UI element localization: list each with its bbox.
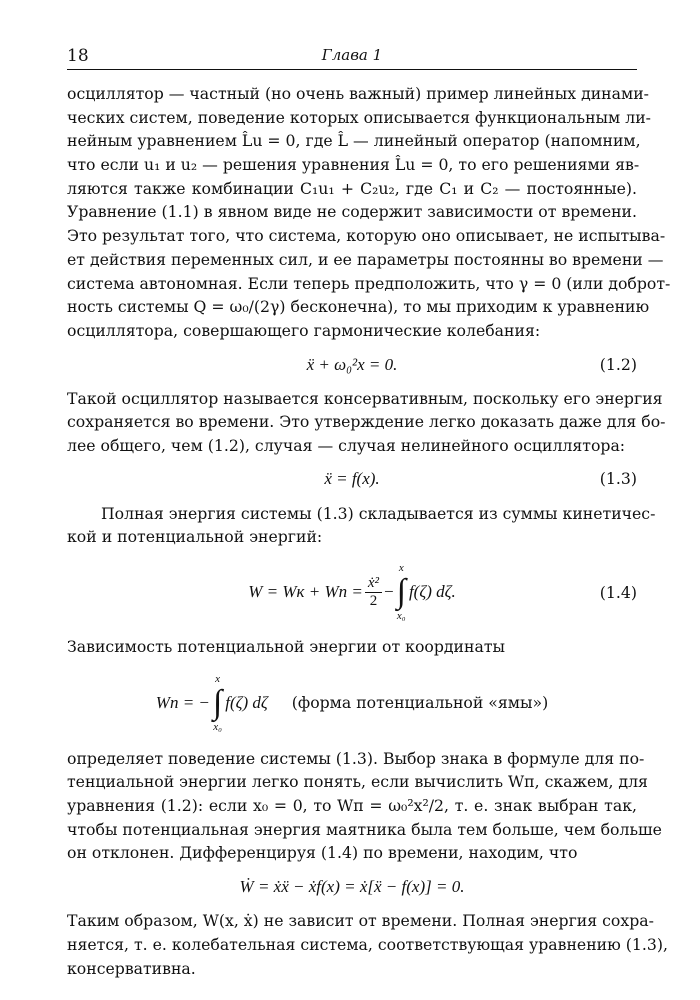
equation-label: (1.2) xyxy=(599,355,637,375)
text-line: ческих систем, поведение которых описывается функциональным ли- xyxy=(67,107,651,127)
integral-sign: ∫ xyxy=(212,683,223,721)
equation-1-4 xyxy=(67,549,637,635)
equation-lhs: Wп = − xyxy=(155,692,210,712)
equation-derivative xyxy=(67,865,637,909)
integral-lower-limit: x₀ xyxy=(396,610,406,622)
text-line: чтобы потенциальная энергия маятника была тем больше, чем больше xyxy=(67,819,662,839)
equation-potential xyxy=(67,659,637,747)
text-line: определяет поведение системы (1.3). Выбор знака в формуле для по- xyxy=(67,748,645,768)
text-line: нейным уравнением L̂u = 0, где L̂ — линейный оператор (напомним, xyxy=(67,131,641,151)
paragraph xyxy=(67,909,668,980)
text-line: тенциальной энергии легко понять, если вычислить Wп, скажем, для xyxy=(67,772,648,792)
integral-sign: ∫ xyxy=(396,573,406,610)
integral xyxy=(213,673,222,733)
equation-1-2 xyxy=(67,343,637,387)
text-line: няется, т. е. колебательная система, соответствующая уравнению (1.3), xyxy=(67,934,668,954)
text-line: Полная энергия системы (1.3) складывается из суммы кинетичес- xyxy=(101,503,656,523)
text-line: лее общего, чем (1.2), случая — случая нелинейного осциллятора: xyxy=(67,435,626,455)
equation-expression: Ẇ = ẋẍ − ẋf(x) = ẋ[ẍ − f(x)] = 0. xyxy=(239,877,465,897)
text-line: что если u₁ и u₂ — решения уравнения L̂u = 0, то его решениями яв- xyxy=(67,155,640,175)
paragraph xyxy=(67,502,656,549)
paragraph xyxy=(67,82,671,343)
text-line: ность системы Q = ω₀/(2γ) бесконечна), то мы приходим к уравнению xyxy=(67,297,650,317)
paragraph xyxy=(67,635,637,659)
text-line: Уравнение (1.1) в явном виде не содержит зависимости от времени. xyxy=(67,202,637,222)
equation-label: (1.4) xyxy=(599,582,637,602)
equation-expression: ẍ + ω₀²x = 0. xyxy=(306,354,398,374)
text-line: ет действия переменных сил, и ее параметры постоянны во времени — xyxy=(67,249,664,269)
text-line: Зависимость потенциальной энергии от координаты xyxy=(67,637,505,656)
text-line: осциллятор — частный (но очень важный) пример линейных динами- xyxy=(67,84,649,103)
text-line: ляются также комбинации C₁u₁ + C₂u₂, где C₁ и C₂ — постоянные). xyxy=(67,178,637,198)
text-line: система автономная. Если теперь предположить, что γ = 0 (или доброт- xyxy=(67,273,671,293)
equation-label: (1.3) xyxy=(599,469,637,489)
text-line: осциллятора, совершающего гармонические колебания: xyxy=(67,320,541,340)
equation-1-3 xyxy=(67,458,637,500)
integrand: f(ζ) dζ xyxy=(225,692,268,712)
page-number: 18 xyxy=(67,46,89,66)
fraction-numerator: ẋ² xyxy=(365,575,382,593)
header-rule xyxy=(67,69,637,70)
text-line: Это результат того, что система, которую оно описывает, не испытыва- xyxy=(67,226,666,246)
text-line: уравнения (1.2): если x₀ = 0, то Wп = ω₀²x²/2, т. е. знак выбран так, xyxy=(67,796,637,816)
page-body xyxy=(67,82,671,980)
text-line: консервативна. xyxy=(67,958,196,978)
minus-sign: − xyxy=(384,582,394,601)
integral-upper-limit: x xyxy=(215,672,221,685)
equation-lhs: W = Wк + Wп = xyxy=(248,582,363,601)
text-line: Таким образом, W(x, ẋ) не зависит от времени. Полная энергия сохра- xyxy=(67,911,654,931)
integral xyxy=(397,562,406,622)
equation-note: (форма потенциальной «ямы») xyxy=(291,693,549,713)
integrand: f(ζ) dζ. xyxy=(408,582,456,601)
fraction-denominator: 2 xyxy=(369,592,378,609)
equation-expression: ẍ = f(x). xyxy=(324,468,380,488)
text-line: кой и потенциальной энергий: xyxy=(67,527,323,547)
paragraph xyxy=(67,747,662,865)
text-line: Такой осциллятор называется консервативным, поскольку его энергия xyxy=(67,388,663,408)
integral-lower-limit: x₀ xyxy=(213,720,222,733)
text-line: он отклонен. Дифференцируя (1.4) по времени, находим, что xyxy=(67,843,578,863)
running-title: Глава 1 xyxy=(321,46,383,64)
text-line: сохраняется во времени. Это утверждение легко доказать даже для бо- xyxy=(67,412,666,432)
page-header xyxy=(67,46,637,70)
fraction xyxy=(365,575,382,610)
integral-upper-limit: x xyxy=(398,562,404,574)
paragraph xyxy=(67,387,666,458)
